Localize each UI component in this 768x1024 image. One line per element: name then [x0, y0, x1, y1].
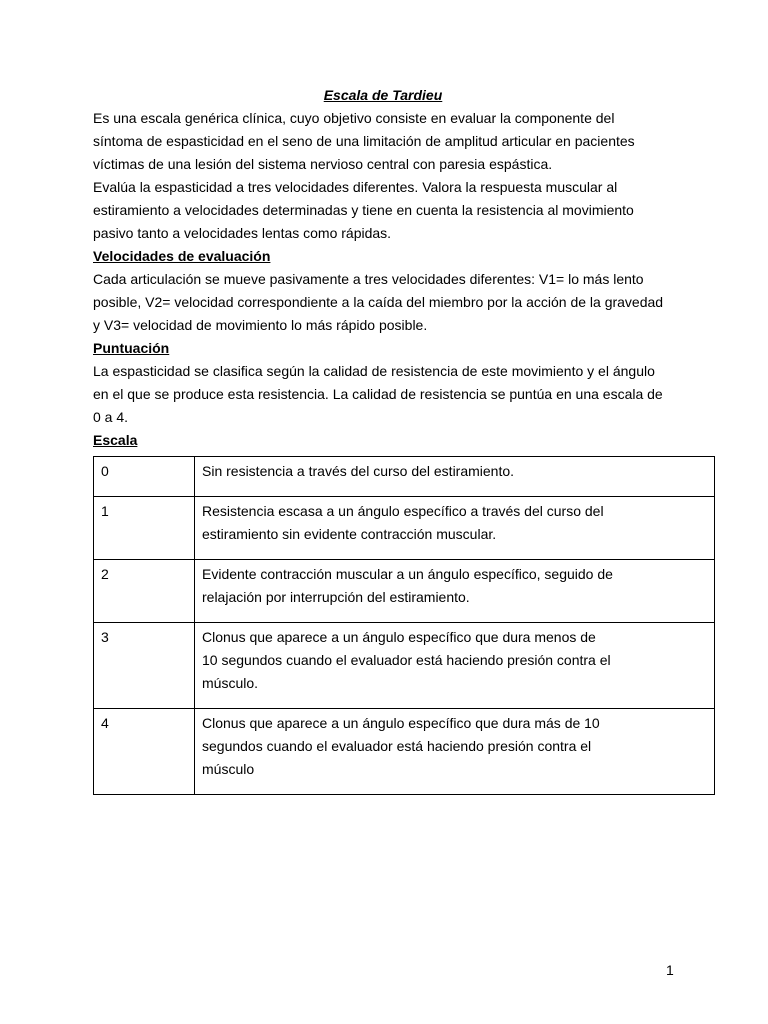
section-heading-velocidades: Velocidades de evaluación	[93, 248, 271, 264]
document-title: Escala de Tardieu	[323, 87, 443, 103]
section-text-velocidades: Cada articulación se mueve pasivamente a tres velocidades diferentes: V1= lo más lento posible, V2= velocidad correspondiente a la caída del miembro por la acción de la gravedad y V3= velocidad de movimiento lo más rápido posible.	[93, 271, 664, 333]
table-row	[94, 623, 715, 709]
table-row	[94, 709, 715, 795]
document-body	[93, 84, 673, 452]
description-cell: Clonus que aparece a un ángulo específico que dura más de 10 segundos cuando el evaluador está haciendo presión contra el músculo	[195, 709, 715, 795]
score-cell: 2	[94, 560, 195, 623]
score-cell: 3	[94, 623, 195, 709]
intro-paragraph-2: Evalúa la espasticidad a tres velocidades diferentes. Valora la respuesta muscular al estiramiento a velocidades determinadas y tiene en cuenta la resistencia al movimiento pasivo tanto a velocidades lentas como rápidas.	[93, 179, 634, 241]
scale-table	[93, 456, 715, 795]
page-number: 1	[666, 962, 674, 978]
table-row	[94, 457, 715, 497]
score-cell: 0	[94, 457, 195, 497]
description-cell: Resistencia escasa a un ángulo específico a través del curso del estiramiento sin evidente contracción muscular.	[195, 497, 715, 560]
description-cell: Clonus que aparece a un ángulo específico que dura menos de 10 segundos cuando el evaluador está haciendo presión contra el músculo.	[195, 623, 715, 709]
table-row	[94, 497, 715, 560]
description-cell: Evidente contracción muscular a un ángulo específico, seguido de relajación por interrupción del estiramiento.	[195, 560, 715, 623]
table-row	[94, 560, 715, 623]
score-cell: 1	[94, 497, 195, 560]
score-cell: 4	[94, 709, 195, 795]
description-cell: Sin resistencia a través del curso del estiramiento.	[195, 457, 715, 497]
section-heading-escala: Escala	[93, 432, 138, 448]
section-heading-puntuacion: Puntuación	[93, 340, 170, 356]
intro-paragraph-1: Es una escala genérica clínica, cuyo objetivo consiste en evaluar la componente del síntoma de espasticidad en el seno de una limitación de amplitud articular en pacientes víctimas de una lesión del sistema nervioso central con paresia espástica.	[93, 110, 635, 172]
section-text-puntuacion: La espasticidad se clasifica según la calidad de resistencia de este movimiento y el ángulo en el que se produce esta resistencia. La calidad de resistencia se puntúa en una escala de 0 a 4.	[93, 363, 663, 425]
